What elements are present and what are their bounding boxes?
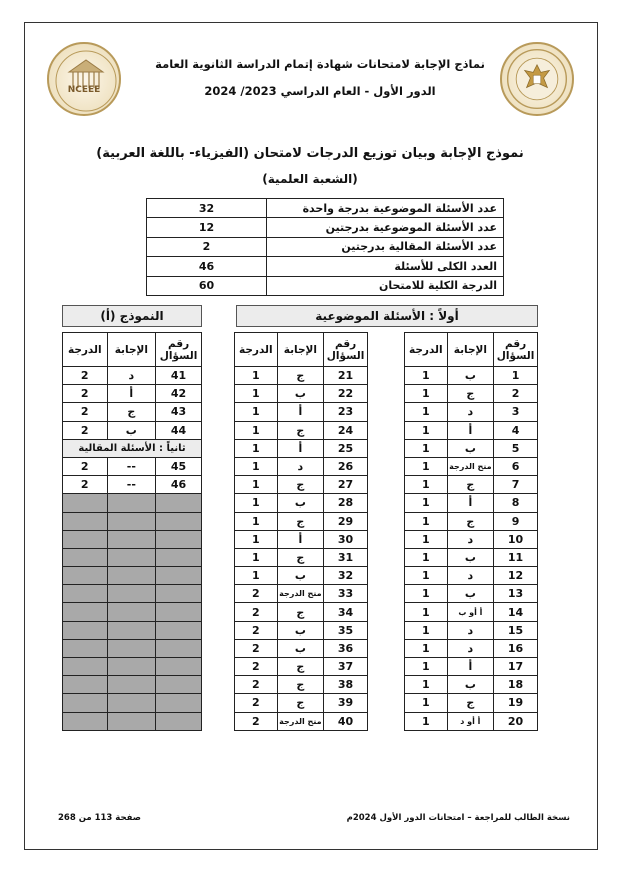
empty-row xyxy=(63,530,202,548)
table-row xyxy=(235,439,368,457)
table-row xyxy=(235,457,368,475)
essay-section-label: ثانياً : الأسئلة المقالية xyxy=(63,439,202,457)
degree: 2 xyxy=(63,385,108,403)
question-number: 22 xyxy=(324,385,368,403)
question-number: 17 xyxy=(494,658,538,676)
logo-text: NCEEE xyxy=(67,85,101,95)
empty-cell xyxy=(107,639,156,657)
answer: أ xyxy=(447,658,494,676)
empty-cell xyxy=(63,585,108,603)
table-row xyxy=(235,548,368,566)
table-row xyxy=(235,694,368,712)
question-number: 45 xyxy=(156,457,202,475)
table-row xyxy=(235,658,368,676)
empty-row xyxy=(63,639,202,657)
answers-table-1-20 xyxy=(404,332,538,731)
question-number: 27 xyxy=(324,476,368,494)
table-row xyxy=(235,476,368,494)
degree: 1 xyxy=(405,585,448,603)
summary-label: عدد الأسئلة المقالية بدرجتين xyxy=(267,237,504,256)
empty-cell xyxy=(63,567,108,585)
model-title: نموذج الإجابة وبيان توزيع الدرجات لامتحان (الفيزياء- باللغة العربية) xyxy=(96,146,524,161)
answer: د xyxy=(447,567,494,585)
table-row xyxy=(405,367,538,385)
question-number: 1 xyxy=(494,367,538,385)
answer: أ xyxy=(277,403,324,421)
degree: 1 xyxy=(405,421,448,439)
table-row xyxy=(405,548,538,566)
degree: 2 xyxy=(63,403,108,421)
answer: منح الدرجة xyxy=(277,712,324,730)
table-row xyxy=(63,385,202,403)
answer: أ xyxy=(107,385,156,403)
table-row xyxy=(405,457,538,475)
question-number: 19 xyxy=(494,694,538,712)
answer: د xyxy=(277,457,324,475)
empty-cell xyxy=(63,530,108,548)
answer: د xyxy=(107,367,156,385)
table-row xyxy=(63,403,202,421)
table-row xyxy=(63,367,202,385)
question-number: 14 xyxy=(494,603,538,621)
model-subtitle: (الشعبة العلمية) xyxy=(262,172,358,186)
question-number: 35 xyxy=(324,621,368,639)
question-number: 34 xyxy=(324,603,368,621)
column-header-question-number: رقم السؤال xyxy=(156,333,202,367)
summary-row xyxy=(147,276,504,295)
answer: ج xyxy=(277,476,324,494)
empty-cell xyxy=(156,603,202,621)
answer: منح الدرجة xyxy=(447,457,494,475)
degree: 2 xyxy=(235,621,278,639)
answer: د xyxy=(447,530,494,548)
answer: أ xyxy=(447,421,494,439)
question-number: 10 xyxy=(494,530,538,548)
empty-cell xyxy=(107,567,156,585)
degree: 1 xyxy=(405,676,448,694)
empty-cell xyxy=(63,694,108,712)
degree: 1 xyxy=(405,403,448,421)
empty-cell xyxy=(107,603,156,621)
degree: 1 xyxy=(235,385,278,403)
degree: 1 xyxy=(405,494,448,512)
answer: منح الدرجة xyxy=(277,585,324,603)
degree: 1 xyxy=(405,603,448,621)
column-header-question-number: رقم السؤال xyxy=(324,333,368,367)
page-number: صفحة 113 من 268 xyxy=(58,813,141,823)
table-row xyxy=(405,639,538,657)
empty-cell xyxy=(156,494,202,512)
table-row xyxy=(235,403,368,421)
empty-cell xyxy=(156,676,202,694)
answer: ب xyxy=(277,494,324,512)
answer: د xyxy=(447,639,494,657)
table-row xyxy=(235,512,368,530)
table-row xyxy=(405,712,538,730)
question-number: 36 xyxy=(324,639,368,657)
empty-cell xyxy=(107,530,156,548)
empty-cell xyxy=(107,585,156,603)
answer: ج xyxy=(277,658,324,676)
summary-label: عدد الأسئلة الموضوعية بدرجة واحدة xyxy=(267,199,504,218)
table-row xyxy=(235,603,368,621)
column-header-answer: الإجابة xyxy=(107,333,156,367)
question-number: 46 xyxy=(156,476,202,494)
degree: 1 xyxy=(405,385,448,403)
answer: ج xyxy=(277,548,324,566)
summary-value: 60 xyxy=(147,276,267,295)
degree: 1 xyxy=(235,367,278,385)
question-number: 31 xyxy=(324,548,368,566)
objective-section-banner: أولاً : الأسئلة الموضوعية xyxy=(236,305,538,327)
question-number: 5 xyxy=(494,439,538,457)
question-number: 6 xyxy=(494,457,538,475)
question-number: 13 xyxy=(494,585,538,603)
question-number: 7 xyxy=(494,476,538,494)
table-row xyxy=(405,603,538,621)
essay-section-row xyxy=(63,439,202,457)
question-number: 38 xyxy=(324,676,368,694)
empty-cell xyxy=(156,585,202,603)
degree: 1 xyxy=(405,694,448,712)
degree: 1 xyxy=(235,512,278,530)
table-row xyxy=(405,421,538,439)
answers-table-41-46 xyxy=(62,332,202,731)
degree: 1 xyxy=(235,530,278,548)
summary-value: 12 xyxy=(147,218,267,237)
answer: ب xyxy=(277,621,324,639)
question-number: 41 xyxy=(156,367,202,385)
question-number: 32 xyxy=(324,567,368,585)
empty-row xyxy=(63,676,202,694)
answer: أ xyxy=(277,530,324,548)
question-number: 43 xyxy=(156,403,202,421)
question-number: 29 xyxy=(324,512,368,530)
empty-cell xyxy=(107,694,156,712)
degree: 2 xyxy=(235,603,278,621)
table-row xyxy=(405,658,538,676)
degree: 1 xyxy=(405,548,448,566)
empty-cell xyxy=(107,676,156,694)
question-number: 33 xyxy=(324,585,368,603)
answer: أ xyxy=(277,439,324,457)
empty-cell xyxy=(156,658,202,676)
table-row xyxy=(405,385,538,403)
empty-cell xyxy=(156,567,202,585)
summary-table xyxy=(146,198,504,296)
table-row xyxy=(405,494,538,512)
degree: 1 xyxy=(405,457,448,475)
answer: -- xyxy=(107,476,156,494)
eagle-emblem-icon xyxy=(502,42,572,116)
empty-row xyxy=(63,512,202,530)
question-number: 15 xyxy=(494,621,538,639)
empty-cell xyxy=(107,658,156,676)
degree: 1 xyxy=(235,403,278,421)
question-number: 37 xyxy=(324,658,368,676)
degree: 1 xyxy=(405,512,448,530)
question-number: 9 xyxy=(494,512,538,530)
question-number: 26 xyxy=(324,457,368,475)
question-number: 44 xyxy=(156,421,202,439)
degree: 1 xyxy=(405,658,448,676)
answer: ج xyxy=(277,676,324,694)
question-number: 20 xyxy=(494,712,538,730)
table-row xyxy=(405,585,538,603)
empty-cell xyxy=(63,603,108,621)
table-row xyxy=(405,512,538,530)
degree: 1 xyxy=(405,639,448,657)
empty-cell xyxy=(156,712,202,730)
empty-cell xyxy=(107,548,156,566)
answer: د xyxy=(447,621,494,639)
empty-cell xyxy=(63,512,108,530)
question-number: 24 xyxy=(324,421,368,439)
degree: 2 xyxy=(63,457,108,475)
question-number: 2 xyxy=(494,385,538,403)
empty-cell xyxy=(107,621,156,639)
summary-row xyxy=(147,237,504,256)
question-number: 42 xyxy=(156,385,202,403)
summary-row xyxy=(147,257,504,276)
empty-cell xyxy=(63,494,108,512)
table-row xyxy=(405,567,538,585)
answer: ج xyxy=(277,603,324,621)
degree: 1 xyxy=(235,548,278,566)
table-row xyxy=(235,567,368,585)
empty-row xyxy=(63,567,202,585)
degree: 1 xyxy=(235,567,278,585)
question-number: 30 xyxy=(324,530,368,548)
summary-row xyxy=(147,218,504,237)
empty-cell xyxy=(156,530,202,548)
degree: 2 xyxy=(235,676,278,694)
table-row xyxy=(405,676,538,694)
degree: 2 xyxy=(63,421,108,439)
degree: 2 xyxy=(63,476,108,494)
answers-table-21-40 xyxy=(234,332,368,731)
table-row xyxy=(235,367,368,385)
answer: أ xyxy=(447,494,494,512)
empty-row xyxy=(63,585,202,603)
question-number: 4 xyxy=(494,421,538,439)
ministry-logo xyxy=(500,42,574,116)
empty-cell xyxy=(156,621,202,639)
table-row xyxy=(405,403,538,421)
table-row xyxy=(235,494,368,512)
table-row xyxy=(405,439,538,457)
answer: ج xyxy=(277,512,324,530)
answer: ج xyxy=(277,421,324,439)
empty-row xyxy=(63,603,202,621)
degree: 2 xyxy=(235,694,278,712)
degree: 1 xyxy=(235,476,278,494)
column-header-degree: الدرجة xyxy=(405,333,448,367)
answer: ج xyxy=(447,512,494,530)
empty-cell xyxy=(156,694,202,712)
answer: ب xyxy=(447,585,494,603)
degree: 2 xyxy=(235,658,278,676)
question-number: 16 xyxy=(494,639,538,657)
empty-cell xyxy=(63,639,108,657)
degree: 1 xyxy=(235,457,278,475)
nceee-emblem-icon xyxy=(49,44,121,116)
empty-cell xyxy=(63,548,108,566)
empty-row xyxy=(63,658,202,676)
question-number: 25 xyxy=(324,439,368,457)
degree: 1 xyxy=(405,439,448,457)
answer: ب xyxy=(277,639,324,657)
table-row xyxy=(235,712,368,730)
degree: 1 xyxy=(405,530,448,548)
table-row xyxy=(63,476,202,494)
answer: ج xyxy=(447,694,494,712)
column-header-degree: الدرجة xyxy=(63,333,108,367)
answer: د xyxy=(447,403,494,421)
question-number: 11 xyxy=(494,548,538,566)
answer: ب xyxy=(447,676,494,694)
question-number: 28 xyxy=(324,494,368,512)
answer: ب xyxy=(107,421,156,439)
table-row xyxy=(405,530,538,548)
empty-row xyxy=(63,548,202,566)
column-header-answer: الإجابة xyxy=(447,333,494,367)
summary-label: الدرجة الكلية للامتحان xyxy=(267,276,504,295)
answer: ج xyxy=(447,385,494,403)
summary-label: عدد الأسئلة الموضوعية بدرجتين xyxy=(267,218,504,237)
table-row xyxy=(405,621,538,639)
degree: 1 xyxy=(235,494,278,512)
footer-note: نسخة الطالب للمراجعة – امتحانات الدور الأول 2024م xyxy=(346,813,570,823)
empty-cell xyxy=(156,639,202,657)
degree: 2 xyxy=(235,585,278,603)
nceee-logo xyxy=(47,42,121,116)
empty-cell xyxy=(63,658,108,676)
table-row xyxy=(63,421,202,439)
column-header-degree: الدرجة xyxy=(235,333,278,367)
answer: ب xyxy=(447,439,494,457)
summary-value: 32 xyxy=(147,199,267,218)
empty-cell xyxy=(107,494,156,512)
empty-row xyxy=(63,712,202,730)
table-row xyxy=(235,676,368,694)
question-number: 21 xyxy=(324,367,368,385)
degree: 1 xyxy=(405,476,448,494)
answer: أ أو د xyxy=(447,712,494,730)
degree: 1 xyxy=(235,421,278,439)
table-row xyxy=(235,530,368,548)
degree: 1 xyxy=(405,567,448,585)
empty-cell xyxy=(63,621,108,639)
empty-cell xyxy=(156,512,202,530)
summary-row xyxy=(147,199,504,218)
column-header-question-number: رقم السؤال xyxy=(494,333,538,367)
table-row xyxy=(235,621,368,639)
answer: -- xyxy=(107,457,156,475)
degree: 2 xyxy=(235,712,278,730)
question-number: 39 xyxy=(324,694,368,712)
question-number: 8 xyxy=(494,494,538,512)
degree: 2 xyxy=(235,639,278,657)
degree: 1 xyxy=(405,367,448,385)
header-subtitle: الدور الأول - العام الدراسي 2023/ 2024 xyxy=(204,84,436,98)
table-row xyxy=(235,385,368,403)
column-header-answer: الإجابة xyxy=(277,333,324,367)
empty-cell xyxy=(156,548,202,566)
table-row xyxy=(405,694,538,712)
degree: 1 xyxy=(235,439,278,457)
summary-label: العدد الكلى للأسئلة xyxy=(267,257,504,276)
answer: ج xyxy=(277,694,324,712)
answer: ب xyxy=(447,548,494,566)
summary-value: 2 xyxy=(147,237,267,256)
degree: 1 xyxy=(405,712,448,730)
question-number: 23 xyxy=(324,403,368,421)
table-row xyxy=(405,476,538,494)
table-row xyxy=(63,457,202,475)
table-row xyxy=(235,585,368,603)
question-number: 18 xyxy=(494,676,538,694)
answer: ب xyxy=(447,367,494,385)
empty-row xyxy=(63,694,202,712)
question-number: 12 xyxy=(494,567,538,585)
answer: ب xyxy=(277,385,324,403)
empty-cell xyxy=(107,512,156,530)
answer: ج xyxy=(447,476,494,494)
empty-row xyxy=(63,621,202,639)
question-number: 40 xyxy=(324,712,368,730)
empty-cell xyxy=(63,676,108,694)
summary-value: 46 xyxy=(147,257,267,276)
empty-cell xyxy=(107,712,156,730)
answer: ج xyxy=(107,403,156,421)
answer: ب xyxy=(277,567,324,585)
answer: ج xyxy=(277,367,324,385)
model-label-banner: النموذج (أ) xyxy=(62,305,202,327)
degree: 1 xyxy=(405,621,448,639)
question-number: 3 xyxy=(494,403,538,421)
empty-cell xyxy=(63,712,108,730)
empty-row xyxy=(63,494,202,512)
answer: أ أو ب xyxy=(447,603,494,621)
header-title: نماذج الإجابة لامتحانات شهادة إتمام الدراسة الثانوية العامة xyxy=(155,57,485,71)
degree: 2 xyxy=(63,367,108,385)
table-row xyxy=(235,639,368,657)
table-row xyxy=(235,421,368,439)
